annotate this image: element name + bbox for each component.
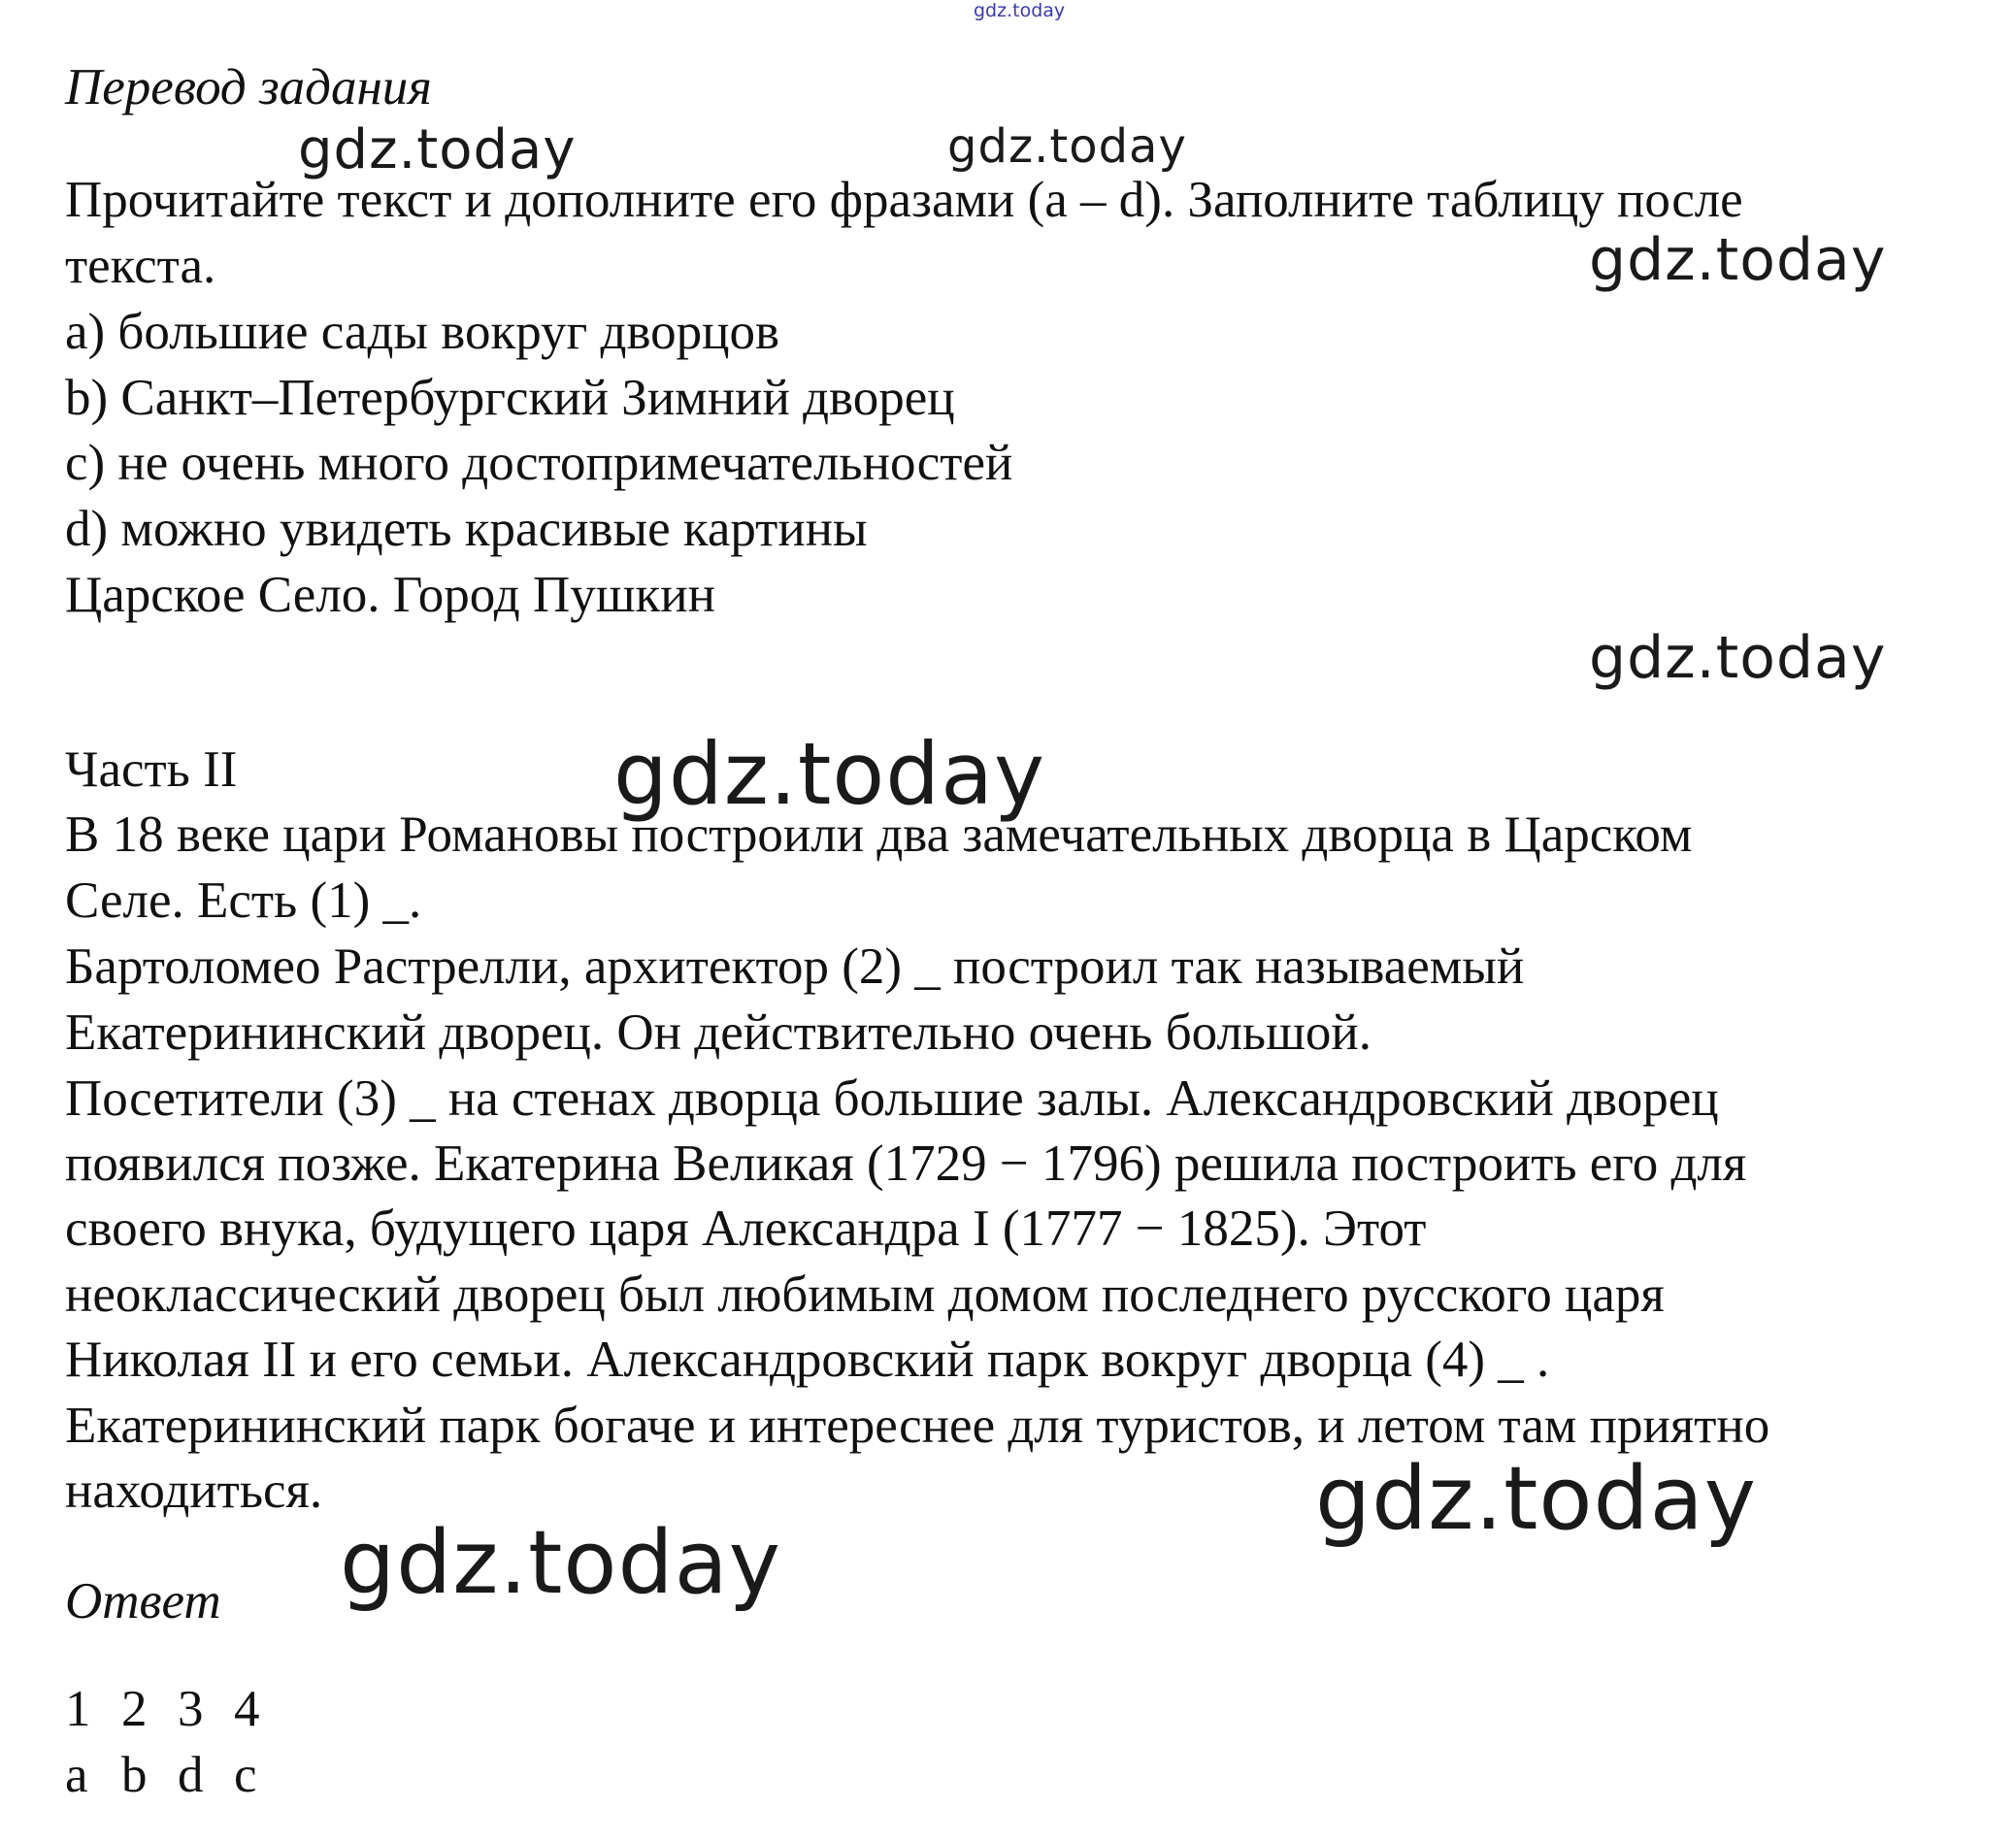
answer-number: 3 (178, 1681, 204, 1737)
answer-number: 2 (121, 1681, 148, 1737)
answer-number: 1 (65, 1681, 91, 1737)
body-line-5: Посетители (3) _ на стенах дворца большие залы. Александровский дворец (65, 1070, 1719, 1127)
text-title: Царское Село. Город Пушкин (65, 567, 716, 623)
option-d: d) можно увидеть красивые картины (65, 501, 868, 557)
body-line-2: Селе. Есть (1) _. (65, 872, 422, 929)
body-line-1: В 18 веке цари Романовы построили два замечательных дворца в Царском (65, 806, 1693, 863)
answer-letter: d (178, 1747, 204, 1803)
body-line-8: неоклассический дворец был любимым домом последнего русского царя (65, 1266, 1665, 1323)
body-line-4: Екатерининский дворец. Он действительно очень большой. (65, 1004, 1372, 1061)
header-watermark: gdz.today (974, 0, 1066, 21)
task-line-2: текста. (65, 238, 216, 294)
body-line-10: Екатерининский парк богаче и интереснее для туристов, и летом там приятно (65, 1398, 1770, 1454)
body-line-11: находиться. (65, 1463, 323, 1519)
body-line-7: своего внука, будущего царя Александра I (1777 − 1825). Этот (65, 1201, 1427, 1257)
watermark: gdz.today (340, 1512, 782, 1614)
answer-heading: Ответ (65, 1573, 221, 1629)
option-c: c) не очень много достопримечательностей (65, 435, 1013, 491)
part-label: Часть II (65, 741, 238, 798)
body-line-3: Бартоломео Растрелли, архитектор (2) _ построил так называемый (65, 938, 1525, 995)
answer-letter: a (65, 1747, 88, 1803)
watermark: gdz.today (613, 724, 1046, 824)
answer-numbers-row (65, 1681, 290, 1737)
answer-number: 4 (234, 1681, 260, 1737)
answer-letter: b (121, 1747, 148, 1803)
task-line-1: Прочитайте текст и дополните его фразами (a – d). Заполните таблицу после (65, 172, 1743, 228)
watermark: gdz.today (1315, 1448, 1758, 1550)
answer-letters-row (65, 1747, 290, 1803)
answer-letter: c (234, 1747, 257, 1803)
body-line-6: появился позже. Екатерина Великая (1729 − 1796) решила построить его для (65, 1135, 1747, 1192)
watermark: gdz.today (947, 119, 1187, 174)
watermark: gdz.today (298, 118, 577, 181)
option-b: b) Санкт–Петербургский Зимний дворец (65, 370, 955, 426)
translation-heading: Перевод задания (65, 59, 432, 115)
watermark: gdz.today (1589, 624, 1887, 692)
watermark: gdz.today (1589, 226, 1887, 294)
body-line-9: Николая II и его семьи. Александровский парк вокруг дворца (4) _ . (65, 1332, 1550, 1388)
option-a: a) большие сады вокруг дворцов (65, 304, 779, 360)
